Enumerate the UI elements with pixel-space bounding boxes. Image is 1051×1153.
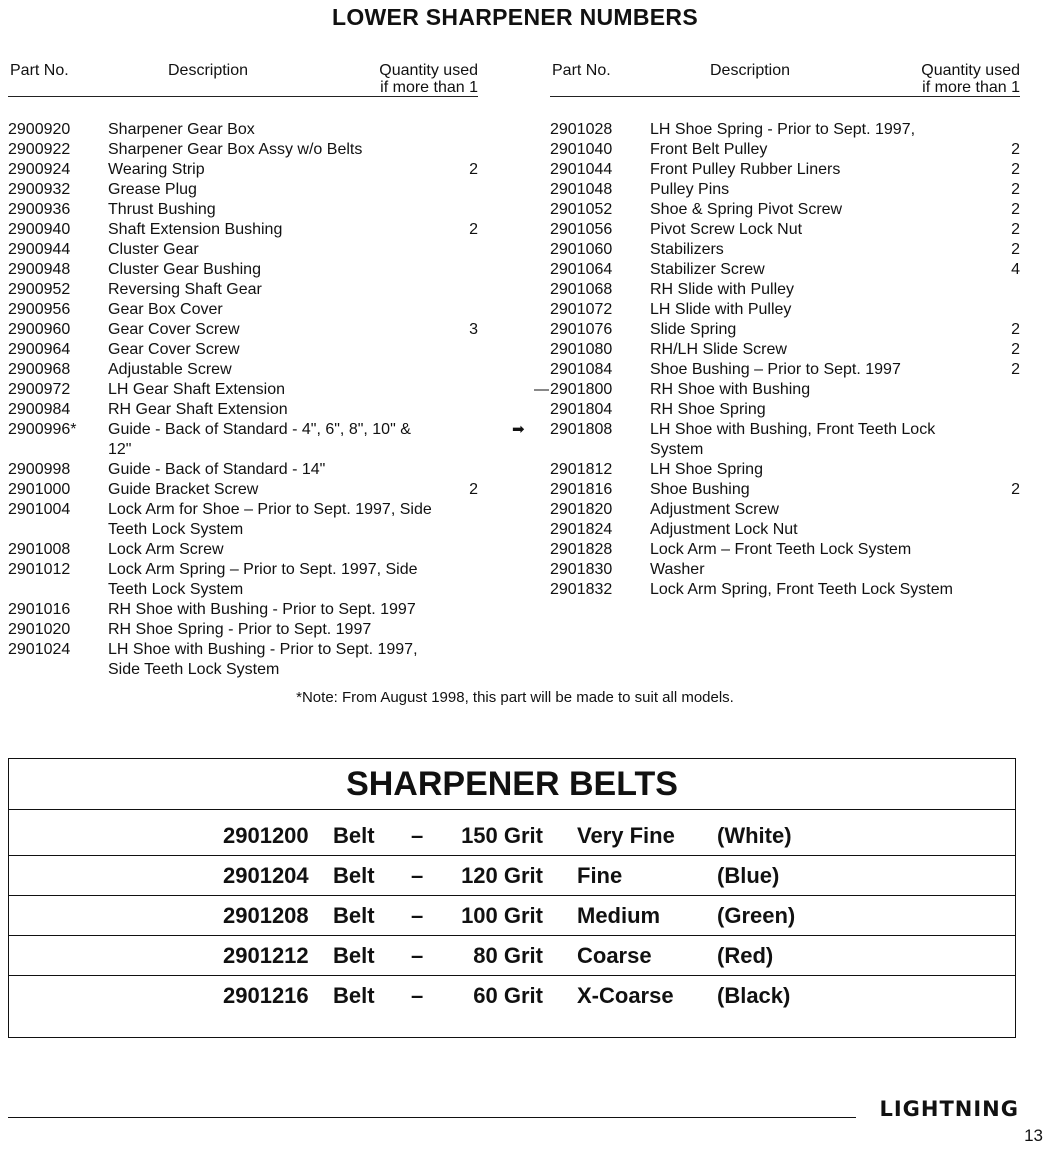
part-number: 2900952 (8, 281, 71, 298)
part-number: 2901044 (550, 161, 613, 178)
belts-title: SHARPENER BELTS (9, 759, 1015, 810)
part-number: 2901056 (550, 221, 613, 238)
part-description: Guide Bracket Screw (108, 481, 259, 498)
table-row (550, 480, 1020, 500)
arrow-marker-icon: ➡ (512, 421, 525, 438)
table-row (8, 280, 478, 300)
belt-color: (Red) (717, 943, 774, 968)
table-row (550, 560, 1020, 580)
part-number: 2900932 (8, 181, 71, 198)
part-number: 2900960 (8, 321, 71, 338)
table-row (550, 180, 1020, 200)
table-row (550, 540, 1020, 560)
table-row (8, 460, 478, 480)
table-row (550, 460, 1020, 480)
belt-dash: – (411, 903, 424, 928)
belt-dash: – (411, 863, 424, 888)
footer-rule (8, 1117, 856, 1118)
part-description: RH Shoe with Bushing - Prior to Sept. 1997 (108, 601, 416, 618)
brand-name: LIGHTNING (879, 1097, 1019, 1121)
belt-grit: 120 Grit (461, 863, 543, 888)
part-description: Lock Arm Spring, Front Teeth Lock System (650, 581, 953, 598)
table-row (8, 620, 478, 640)
part-number: 2900998 (8, 461, 71, 478)
footnote: *Note: From August 1998, this part will be made to suit all models. (296, 689, 734, 706)
table-row (550, 340, 1020, 360)
belt-dash: – (411, 983, 424, 1008)
part-quantity: 2 (469, 481, 478, 498)
part-quantity: 2 (1011, 201, 1020, 218)
part-description: Lock Arm – Front Teeth Lock System (650, 541, 912, 558)
part-number: 2901820 (550, 501, 613, 518)
belt-row (9, 816, 1015, 856)
belt-grade: Fine (577, 863, 623, 888)
belt-row (9, 976, 1015, 1015)
table-row (512, 420, 1020, 460)
table-row (550, 140, 1020, 160)
column-header-quantity: Quantity used if more than 1 (379, 62, 478, 96)
part-number: 2901800 (550, 381, 613, 398)
part-quantity: 2 (1011, 181, 1020, 198)
table-header (8, 58, 478, 97)
part-description: Gear Cover Screw (108, 341, 240, 358)
table-header (550, 58, 1020, 97)
belt-grit: 80 Grit (473, 943, 543, 968)
part-quantity: 2 (1011, 221, 1020, 238)
part-number: 2900922 (8, 141, 71, 158)
table-row (8, 180, 478, 200)
part-description: Thrust Bushing (108, 201, 216, 218)
column-header-description: Description (710, 62, 791, 79)
belt-grit: 60 Grit (473, 983, 543, 1008)
part-description: Guide - Back of Standard - 4", 6", 8", 10" & 12" (108, 421, 411, 458)
belt-grade: Medium (577, 903, 661, 928)
belt-dash: – (411, 943, 424, 968)
table-row (550, 520, 1020, 540)
table-row (8, 480, 478, 500)
part-quantity: 3 (469, 321, 478, 338)
belt-grit: 150 Grit (461, 823, 543, 848)
part-description: Shoe Bushing – Prior to Sept. 1997 (650, 361, 901, 378)
belt-color: (Blue) (717, 863, 780, 888)
part-number: 2901000 (8, 481, 71, 498)
part-number: 2900948 (8, 261, 71, 278)
part-number: 2901048 (550, 181, 613, 198)
part-number: 2900924 (8, 161, 71, 178)
table-row (550, 220, 1020, 240)
part-description: Wearing Strip (108, 161, 205, 178)
belt-item: Belt (333, 903, 375, 928)
part-number: 2900996* (8, 421, 77, 438)
belt-grade: X-Coarse (577, 983, 674, 1008)
part-number: 2901830 (550, 561, 613, 578)
part-number: 2900972 (8, 381, 71, 398)
table-row (8, 420, 478, 460)
table-row (550, 120, 1020, 140)
part-description: LH Shoe with Bushing - Prior to Sept. 1997, Side Teeth Lock System (108, 641, 418, 678)
part-number: 2900936 (8, 201, 71, 218)
part-quantity: 2 (1011, 161, 1020, 178)
part-quantity: 2 (1011, 141, 1020, 158)
table-row (8, 400, 478, 420)
part-number: 2901068 (550, 281, 613, 298)
belt-grade: Coarse (577, 943, 652, 968)
part-quantity: 4 (1011, 261, 1020, 278)
part-quantity: 2 (1011, 361, 1020, 378)
part-number: 2901024 (8, 641, 71, 658)
belt-grade: Very Fine (577, 823, 675, 848)
table-row (8, 300, 478, 320)
table-row (550, 500, 1020, 520)
belt-row (9, 896, 1015, 936)
belt-item: Belt (333, 983, 375, 1008)
part-number: 2900964 (8, 341, 71, 358)
part-description: LH Shoe Spring (650, 461, 763, 478)
table-row (550, 400, 1020, 420)
column-header-part: Part No. (552, 62, 611, 79)
part-number: 2901084 (550, 361, 613, 378)
part-number: 2901016 (8, 601, 71, 618)
part-description: RH Slide with Pulley (650, 281, 795, 298)
table-row (550, 280, 1020, 300)
part-number: 2901020 (8, 621, 71, 638)
part-number: 2901012 (8, 561, 71, 578)
belts-list (9, 816, 1015, 1015)
parts-list-left (8, 120, 478, 680)
part-description: Lock Arm Screw (108, 541, 224, 558)
part-number: 2901812 (550, 461, 613, 478)
belt-color: (Black) (717, 983, 791, 1008)
part-description: LH Shoe with Bushing, Front Teeth Lock System (650, 421, 936, 458)
table-row (550, 320, 1020, 340)
belt-part-number: 2901208 (223, 903, 309, 928)
part-description: Sharpener Gear Box Assy w/o Belts (108, 141, 363, 158)
part-description: Stabilizer Screw (650, 261, 765, 278)
belt-row (9, 936, 1015, 976)
part-description: Shaft Extension Bushing (108, 221, 283, 238)
part-description: Gear Box Cover (108, 301, 223, 318)
table-row (550, 260, 1020, 280)
part-description: Cluster Gear Bushing (108, 261, 261, 278)
part-number: 2900956 (8, 301, 71, 318)
page-number: 13 (1024, 1126, 1043, 1145)
part-description: RH/LH Slide Screw (650, 341, 787, 358)
table-row (550, 360, 1020, 380)
table-row (8, 260, 478, 280)
part-number: 2901828 (550, 541, 613, 558)
part-description: Guide - Back of Standard - 14" (108, 461, 326, 478)
part-number: 2901816 (550, 481, 613, 498)
column-header-description: Description (168, 62, 249, 79)
belt-dash: – (411, 823, 424, 848)
table-row (8, 200, 478, 220)
table-row (8, 600, 478, 620)
part-number: 2901080 (550, 341, 613, 358)
table-row (8, 160, 478, 180)
belt-color: (Green) (717, 903, 796, 928)
part-number: 2900940 (8, 221, 71, 238)
table-row (8, 120, 478, 140)
part-number: 2901052 (550, 201, 613, 218)
part-number: 2901040 (550, 141, 613, 158)
part-quantity: 2 (469, 161, 478, 178)
part-number: 2901824 (550, 521, 613, 538)
part-number: 2900920 (8, 121, 71, 138)
belt-grit: 100 Grit (461, 903, 543, 928)
part-number: 2901008 (8, 541, 71, 558)
part-description: Front Pulley Rubber Liners (650, 161, 841, 178)
part-description: Adjustable Screw (108, 361, 232, 378)
part-description: RH Shoe Spring - Prior to Sept. 1997 (108, 621, 372, 638)
part-description: LH Shoe Spring - Prior to Sept. 1997, (650, 121, 916, 138)
part-description: RH Shoe Spring (650, 401, 766, 418)
arrow-marker-icon: — (534, 381, 549, 398)
table-row (550, 300, 1020, 320)
belt-part-number: 2901200 (223, 823, 309, 848)
table-row (550, 200, 1020, 220)
part-description: Grease Plug (108, 181, 197, 198)
part-number: 2901808 (550, 421, 613, 438)
table-row (8, 360, 478, 380)
part-description: Pivot Screw Lock Nut (650, 221, 803, 238)
part-description: Sharpener Gear Box (108, 121, 255, 138)
table-row (8, 500, 478, 540)
part-description: Pulley Pins (650, 181, 730, 198)
part-number: 2901804 (550, 401, 613, 418)
belt-part-number: 2901204 (223, 863, 309, 888)
table-row (8, 140, 478, 160)
part-description: Washer (650, 561, 705, 578)
part-description: RH Gear Shaft Extension (108, 401, 288, 418)
page-title: LOWER SHARPENER NUMBERS (332, 4, 698, 30)
part-number: 2901064 (550, 261, 613, 278)
table-row (8, 640, 478, 680)
table-row (8, 340, 478, 360)
part-description: Reversing Shaft Gear (108, 281, 262, 298)
part-description: Slide Spring (650, 321, 737, 338)
part-description: Gear Cover Screw (108, 321, 240, 338)
part-description: Adjustment Lock Nut (650, 521, 798, 538)
part-description: LH Slide with Pulley (650, 301, 792, 318)
belt-part-number: 2901212 (223, 943, 309, 968)
part-number: 2901832 (550, 581, 613, 598)
table-row (8, 240, 478, 260)
part-description: LH Gear Shaft Extension (108, 381, 285, 398)
table-row (8, 220, 478, 240)
table-row (8, 380, 478, 400)
part-number: 2901076 (550, 321, 613, 338)
part-number: 2900984 (8, 401, 71, 418)
part-number: 2901060 (550, 241, 613, 258)
part-description: Shoe Bushing (650, 481, 750, 498)
part-number: 2900968 (8, 361, 71, 378)
part-description: Lock Arm Spring – Prior to Sept. 1997, Side Teeth Lock System (108, 561, 418, 598)
part-quantity: 2 (1011, 241, 1020, 258)
sharpener-belts-box (8, 758, 1016, 1038)
table-row (550, 580, 1020, 600)
part-quantity: 2 (1011, 481, 1020, 498)
parts-list-right (512, 120, 1020, 600)
part-description: Lock Arm for Shoe – Prior to Sept. 1997, Side Teeth Lock System (108, 501, 432, 538)
belt-item: Belt (333, 823, 375, 848)
part-description: Front Belt Pulley (650, 141, 768, 158)
part-number: 2901004 (8, 501, 71, 518)
part-quantity: 2 (1011, 321, 1020, 338)
part-description: Shoe & Spring Pivot Screw (650, 201, 843, 218)
column-header-part: Part No. (10, 62, 69, 79)
part-description: Cluster Gear (108, 241, 199, 258)
part-number: 2900944 (8, 241, 71, 258)
belt-part-number: 2901216 (223, 983, 309, 1008)
belt-row (9, 856, 1015, 896)
table-row (550, 240, 1020, 260)
table-row (534, 380, 1020, 400)
parts-table-left (8, 58, 478, 680)
part-number: 2901072 (550, 301, 613, 318)
belt-color: (White) (717, 823, 792, 848)
part-quantity: 2 (469, 221, 478, 238)
column-header-quantity: Quantity used if more than 1 (921, 62, 1020, 96)
part-description: Stabilizers (650, 241, 724, 258)
part-quantity: 2 (1011, 341, 1020, 358)
belt-item: Belt (333, 863, 375, 888)
table-row (550, 160, 1020, 180)
parts-table-right (512, 58, 1020, 600)
table-row (8, 560, 478, 600)
table-row (8, 540, 478, 560)
belt-item: Belt (333, 943, 375, 968)
part-number: 2901028 (550, 121, 613, 138)
table-row (8, 320, 478, 340)
part-description: RH Shoe with Bushing (650, 381, 811, 398)
part-description: Adjustment Screw (650, 501, 779, 518)
